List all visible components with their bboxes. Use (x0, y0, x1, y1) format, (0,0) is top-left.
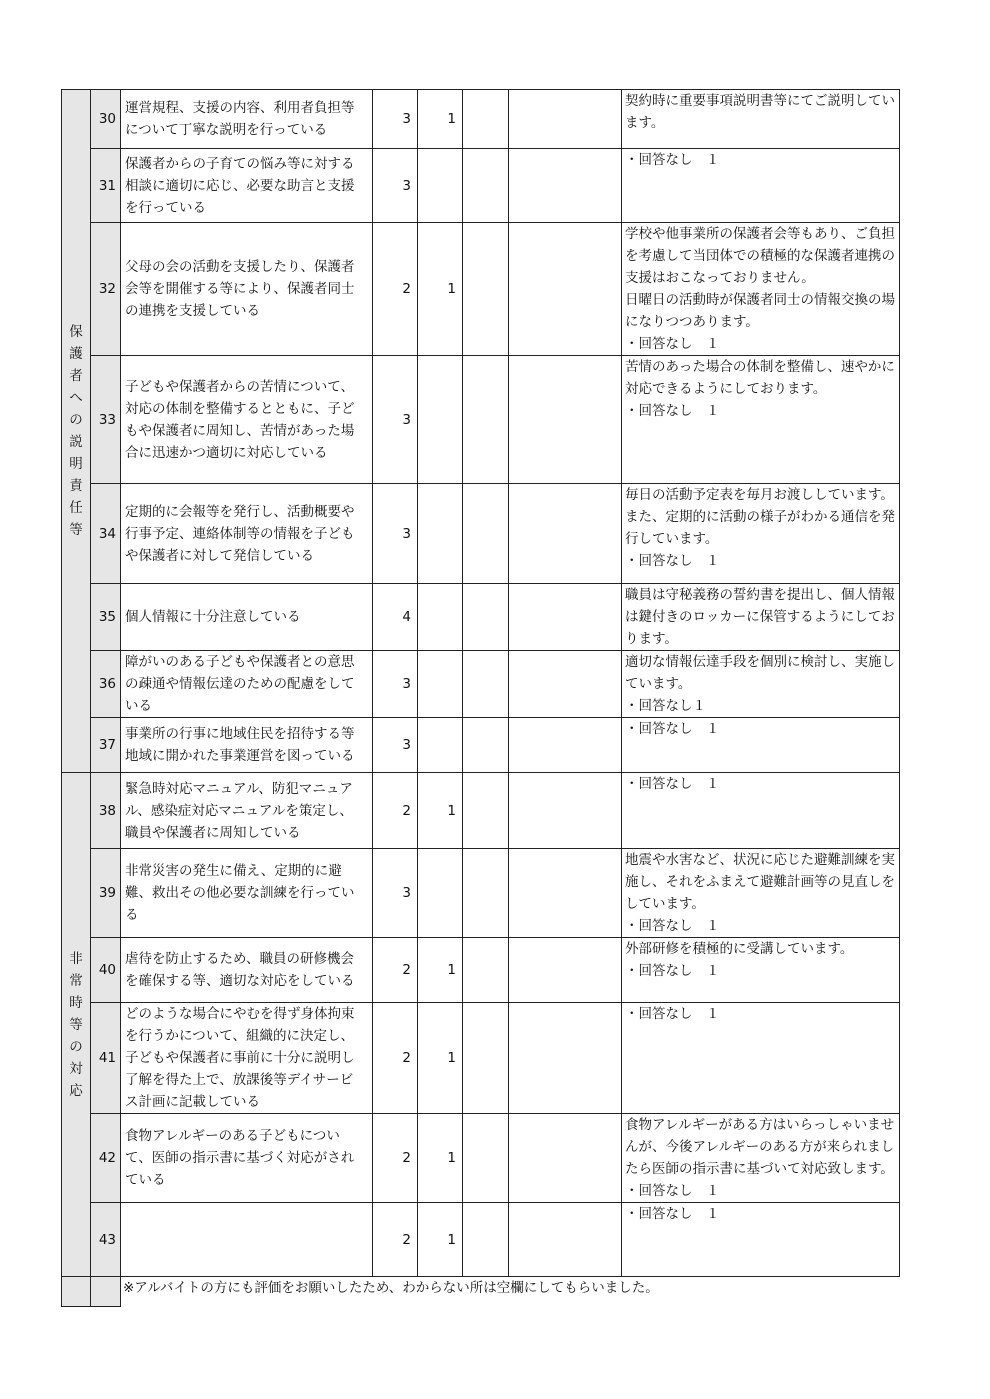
table-row (62, 651, 900, 718)
item-number: 31 (91, 149, 121, 223)
evaluation-sheet (61, 89, 900, 1307)
score-col-4 (509, 1114, 622, 1203)
evaluation-table (61, 89, 900, 1307)
item-number: 41 (91, 1003, 121, 1114)
question-text: 定期的に会報等を発行し、活動概要や行事予定、連絡体制等の情報を子どもや保護者に対して発信している (121, 484, 373, 584)
score-col-2: 1 (418, 1203, 463, 1277)
comment-text: ・回答なし １ (622, 1203, 900, 1277)
score-col-1: 2 (373, 938, 418, 1003)
table-row (62, 584, 900, 651)
question-text: 食物アレルギーのある子どもについて、医師の指示書に基づく対応がされている (121, 1114, 373, 1203)
comment-text: 毎日の活動予定表を毎月お渡ししています。また、定期的に活動の様子がわかる通信を発行しています。 ・回答なし １ (622, 484, 900, 584)
question-text: 虐待を防止するため、職員の研修機会を確保する等、適切な対応をしている (121, 938, 373, 1003)
comment-text: 学校や他事業所の保護者会等もあり、ご負担を考慮して当団体での積極的な保護者連携の支援はおこなっておりません。 日曜日の活動時が保護者同士の情報交換の場になりつつあります。 ・回答なし １ (622, 223, 900, 356)
score-col-4 (509, 90, 622, 149)
score-col-1: 4 (373, 584, 418, 651)
score-col-4 (509, 849, 622, 938)
table-row (62, 223, 900, 356)
question-text: 子どもや保護者からの苦情について、対応の体制を整備するとともに、子どもや保護者に周知し、苦情があった場合に迅速かつ適切に対応している (121, 356, 373, 484)
score-col-4 (509, 1203, 622, 1277)
item-number: 37 (91, 718, 121, 773)
score-col-1: 3 (373, 849, 418, 938)
footnote-row (62, 1277, 900, 1307)
item-number: 33 (91, 356, 121, 484)
question-text: 父母の会の活動を支援したり、保護者会等を開催する等により、保護者同士の連携を支援している (121, 223, 373, 356)
comment-text: ・回答なし １ (622, 149, 900, 223)
score-col-2: 1 (418, 90, 463, 149)
item-number: 38 (91, 773, 121, 849)
table-row (62, 484, 900, 584)
score-col-4 (509, 584, 622, 651)
item-number: 30 (91, 90, 121, 149)
question-text: 個人情報に十分注意している (121, 584, 373, 651)
score-col-2 (418, 484, 463, 584)
question-text: 保護者からの子育ての悩み等に対する相談に適切に応じ、必要な助言と支援を行っている (121, 149, 373, 223)
table-row (62, 938, 900, 1003)
table-row (62, 356, 900, 484)
score-col-1: 2 (373, 1203, 418, 1277)
table-row (62, 90, 900, 149)
score-col-2 (418, 584, 463, 651)
score-col-4 (509, 223, 622, 356)
score-col-1: 3 (373, 484, 418, 584)
score-col-2 (418, 718, 463, 773)
score-col-1: 2 (373, 1003, 418, 1114)
table-row (62, 718, 900, 773)
table-row (62, 149, 900, 223)
score-col-3 (463, 484, 509, 584)
score-col-1: 3 (373, 356, 418, 484)
comment-text: ・回答なし １ (622, 718, 900, 773)
score-col-4 (509, 773, 622, 849)
score-col-1: 3 (373, 90, 418, 149)
score-col-4 (509, 356, 622, 484)
score-col-3 (463, 356, 509, 484)
item-number: 36 (91, 651, 121, 718)
score-col-1: 3 (373, 149, 418, 223)
score-col-2: 1 (418, 938, 463, 1003)
comment-text: 職員は守秘義務の誓約書を提出し、個人情報は鍵付きのロッカーに保管するようにしております。 (622, 584, 900, 651)
category-cell (62, 773, 91, 1277)
score-col-2 (418, 651, 463, 718)
item-number: 40 (91, 938, 121, 1003)
comment-text: 契約時に重要事項説明書等にてご説明しています。 (622, 90, 900, 149)
score-col-3 (463, 718, 509, 773)
item-number: 32 (91, 223, 121, 356)
score-col-2: 1 (418, 1003, 463, 1114)
category-label: 保護者への説明責任等 (69, 324, 83, 538)
score-col-3 (463, 651, 509, 718)
comment-text: ・回答なし １ (622, 1003, 900, 1114)
item-number: 43 (91, 1203, 121, 1277)
question-text: 運営規程、支援の内容、利用者負担等について丁寧な説明を行っている (121, 90, 373, 149)
question-text (121, 1203, 373, 1277)
score-col-1: 2 (373, 223, 418, 356)
score-col-3 (463, 773, 509, 849)
score-col-4 (509, 484, 622, 584)
score-col-3 (463, 1114, 509, 1203)
score-col-2: 1 (418, 223, 463, 356)
comment-text: 外部研修を積極的に受講しています。 ・回答なし １ (622, 938, 900, 1003)
question-text: 障がいのある子どもや保護者との意思の疎通や情報伝達のための配慮をしている (121, 651, 373, 718)
category-label: 非常時等の対応 (69, 950, 83, 1099)
table-row (62, 1114, 900, 1203)
score-col-3 (463, 938, 509, 1003)
score-col-3 (463, 1203, 509, 1277)
score-col-1: 3 (373, 718, 418, 773)
score-col-1: 2 (373, 1114, 418, 1203)
footnote-text: ※アルバイトの方にも評価をお願いしたため、わからない所は空欄にしてもらいました。 (121, 1277, 900, 1307)
table-row (62, 1203, 900, 1277)
table-row (62, 1003, 900, 1114)
comment-text: 地震や水害など、状況に応じた避難訓練を実施し、それをふまえて避難計画等の見直しをしています。 ・回答なし １ (622, 849, 900, 938)
score-col-1: 2 (373, 773, 418, 849)
question-text: 非常災害の発生に備え、定期的に避難、救出その他必要な訓練を行っている (121, 849, 373, 938)
question-text: どのような場合にやむを得ず身体拘束を行うかについて、組織的に決定し、子どもや保護者に事前に十分に説明し了解を得た上で、放課後等デイサービス計画に記載している (121, 1003, 373, 1114)
score-col-2 (418, 849, 463, 938)
score-col-3 (463, 149, 509, 223)
question-text: 事業所の行事に地域住民を招待する等地域に開かれた事業運営を図っている (121, 718, 373, 773)
score-col-2 (418, 149, 463, 223)
item-number: 34 (91, 484, 121, 584)
score-col-1: 3 (373, 651, 418, 718)
question-text: 緊急時対応マニュアル、防犯マニュアル、感染症対応マニュアルを策定し、職員や保護者に周知している (121, 773, 373, 849)
score-col-3 (463, 849, 509, 938)
score-col-4 (509, 938, 622, 1003)
item-number: 39 (91, 849, 121, 938)
comment-text: 苦情のあった場合の体制を整備し、速やかに対応できるようにしております。 ・回答なし １ (622, 356, 900, 484)
score-col-2: 1 (418, 1114, 463, 1203)
score-col-3 (463, 90, 509, 149)
score-col-4 (509, 149, 622, 223)
footnote-category-spacer (62, 1277, 91, 1307)
score-col-4 (509, 1003, 622, 1114)
comment-text: ・回答なし １ (622, 773, 900, 849)
score-col-4 (509, 651, 622, 718)
table-row (62, 849, 900, 938)
category-cell (62, 90, 91, 773)
item-number: 35 (91, 584, 121, 651)
score-col-2 (418, 356, 463, 484)
score-col-3 (463, 1003, 509, 1114)
item-number: 42 (91, 1114, 121, 1203)
comment-text: 適切な情報伝達手段を個別に検討し、実施しています。 ・回答なし１ (622, 651, 900, 718)
table-row (62, 773, 900, 849)
score-col-3 (463, 584, 509, 651)
score-col-2: 1 (418, 773, 463, 849)
score-col-3 (463, 223, 509, 356)
score-col-4 (509, 718, 622, 773)
footnote-number-spacer (91, 1277, 121, 1307)
comment-text: 食物アレルギーがある方はいらっしゃいませんが、今後アレルギーのある方が来られましたら医師の指示書に基づいて対応致します。 ・回答なし １ (622, 1114, 900, 1203)
